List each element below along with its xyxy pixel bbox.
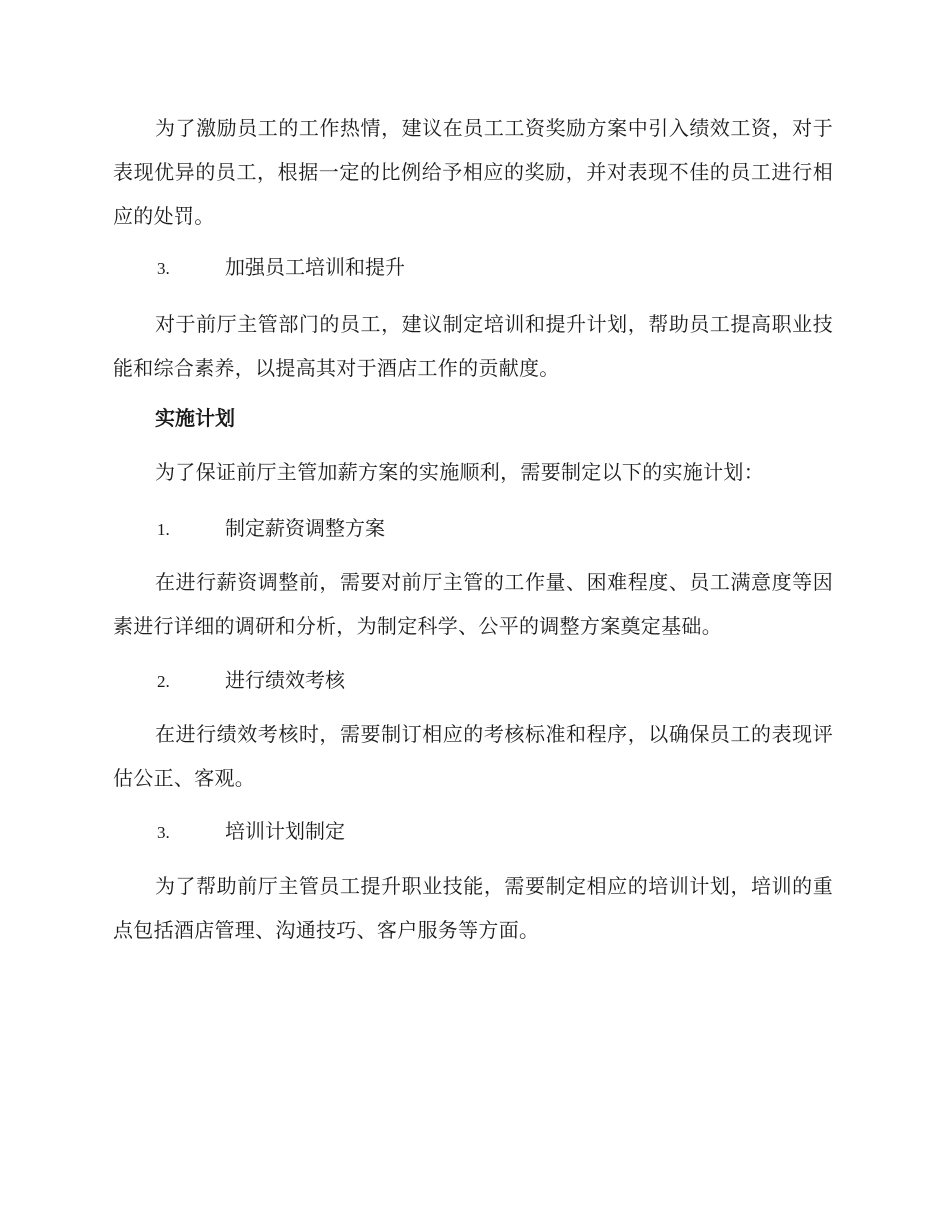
list-item-text: 制定薪资调整方案 bbox=[225, 516, 385, 540]
paragraph-performance-pay: 为了激励员工的工作热情，建议在员工工资奖励方案中引入绩效工资，对于表现优异的员工，根据一定的比例给予相应的奖励，并对表现不佳的员工进行相应的处罚。 bbox=[113, 116, 833, 228]
paragraph-salary-research: 在进行薪资调整前，需要对前厅主管的工作量、困难程度、员工满意度等因素进行详细的调研和分析，为制定科学、公平的调整方案奠定基础。 bbox=[113, 570, 833, 638]
list-item-performance-review bbox=[157, 665, 345, 697]
list-number: 3. bbox=[157, 823, 170, 842]
list-item-text: 加强员工培训和提升 bbox=[225, 255, 405, 279]
list-item-text: 培训计划制定 bbox=[225, 819, 345, 843]
list-number: 1. bbox=[157, 520, 170, 539]
list-item-text: 进行绩效考核 bbox=[225, 668, 345, 692]
paragraph-training-plan: 对于前厅主管部门的员工，建议制定培训和提升计划，帮助员工提高职业技能和综合素养，以提高其对于酒店工作的贡献度。 bbox=[113, 312, 833, 380]
paragraph-review-standards: 在进行绩效考核时，需要制订相应的考核标准和程序，以确保员工的表现评估公正、客观。 bbox=[113, 722, 833, 790]
section-heading: 实施计划 bbox=[155, 406, 235, 430]
paragraph-training-focus: 为了帮助前厅主管员工提升职业技能，需要制定相应的培训计划，培训的重点包括酒店管理、沟通技巧、客户服务等方面。 bbox=[113, 874, 833, 942]
list-number: 3. bbox=[157, 259, 170, 278]
list-item-salary-adjustment bbox=[157, 513, 385, 545]
list-item-training-schedule bbox=[157, 816, 345, 848]
paragraph-implementation-intro: 为了保证前厅主管加薪方案的实施顺利，需要制定以下的实施计划： bbox=[155, 460, 764, 484]
list-item-training-improvement bbox=[157, 252, 405, 284]
list-number: 2. bbox=[157, 672, 170, 691]
